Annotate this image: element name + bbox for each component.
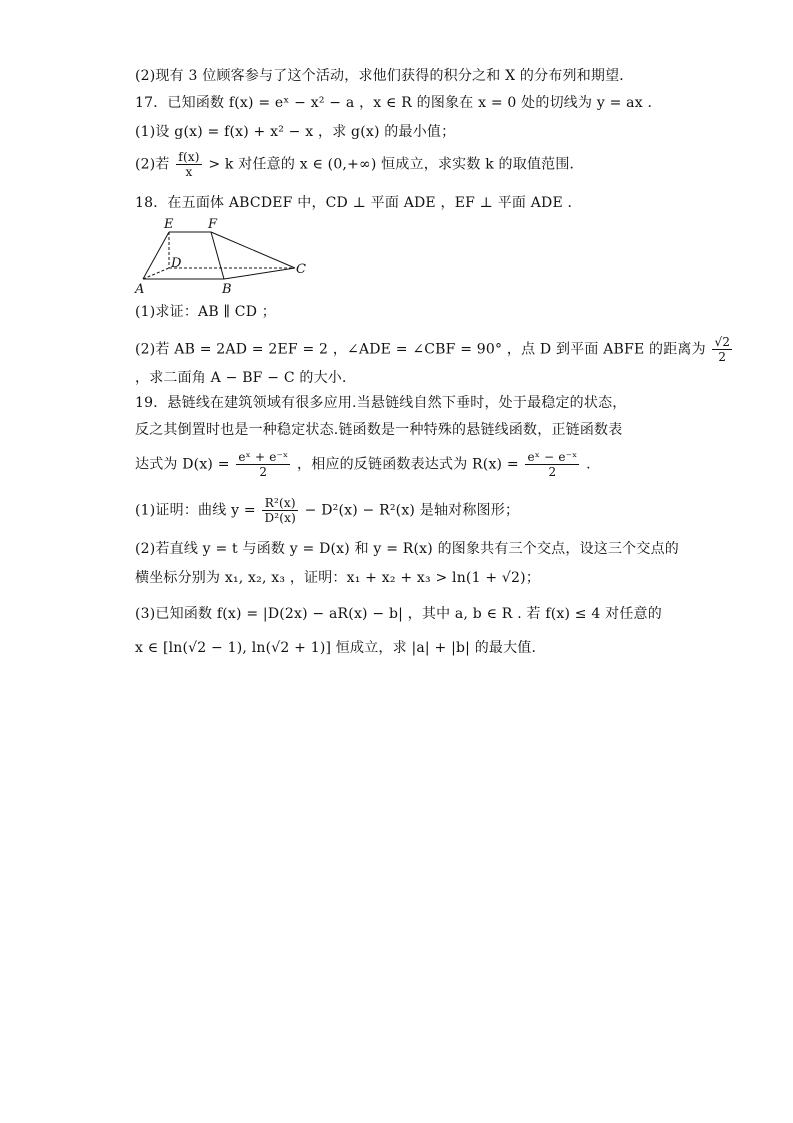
q19-line3-c: . [586, 456, 591, 473]
q19-part3-line2: x ∈ [ln(√2 − 1), ln(√2 + 1)] 恒成立，求 |a| + |b| 的最大值． [135, 640, 546, 656]
fraction-numerator: f(x) [178, 150, 200, 164]
q19-line3-a: 达式为 D(x) = [135, 456, 230, 473]
fraction-numerator: R²(x) [262, 496, 298, 511]
fraction-denominator: D²(x) [264, 511, 296, 525]
q19-line1: 19．悬链线在建筑领域有很多应用.当悬链线自然下垂时，处于最稳定的状态， [135, 395, 627, 411]
label-D: D [171, 256, 182, 271]
q18-stem: 18．在五面体 ABCDEF 中，CD ⊥ 平面 ADE ，EF ⊥ 平面 ADE ． [135, 195, 582, 211]
edge-AD-hidden [143, 268, 169, 279]
catenary-r-fraction [525, 450, 579, 479]
q18-part1: (1)求证：AB ∥ CD ； [135, 304, 276, 320]
q18-part2-prefix: (2)若 AB = 2AD = 2EF = 2 ，∠ADE = ∠CBF = 90° ，点 D 到平面 ABFE 的距离为 [135, 341, 706, 358]
catenary-d-fraction [236, 450, 290, 479]
label-A: A [135, 282, 145, 297]
edge-FB [211, 232, 224, 279]
fraction-denominator: x [185, 165, 193, 179]
fraction-denominator: 2 [259, 465, 268, 479]
q16-part2: (2)现有 3 位顾客参与了这个活动，求他们获得的积分之和 X 的分布列和期望． [135, 68, 634, 84]
q19-part3-line1: (3)已知函数 f(x) = |D(2x) − aR(x) − b| ，其中 a, b ∈ R . 若 f(x) ≤ 4 对任意的 [135, 606, 662, 622]
q18-part2-cont: ，求二面角 A − BF − C 的大小． [135, 370, 357, 386]
edge-FC [211, 232, 295, 268]
edge-AE [143, 232, 169, 279]
q19-part1 [135, 496, 519, 525]
q17-part2-suffix: > k 对任意的 x ∈ (0,+∞) 恒成立，求实数 k 的取值范围． [208, 156, 584, 173]
q17-part1: (1)设 g(x) = f(x) + x² − x ，求 g(x) 的最小值； [135, 124, 456, 140]
fraction-numerator: √2 [714, 335, 731, 349]
edge-BC [224, 268, 295, 279]
pentahedron-figure [133, 215, 323, 297]
label-E: E [164, 217, 174, 232]
q17-part2-fraction [176, 150, 201, 179]
fraction-denominator: 2 [548, 465, 557, 479]
fraction-numerator: eˣ − e⁻ˣ [527, 450, 578, 464]
q17-part2 [135, 150, 584, 179]
q19-line3-b: ，相应的反链函数表达式为 R(x) = [297, 456, 519, 473]
label-B: B [222, 282, 232, 297]
label-F: F [208, 217, 218, 232]
q17-stem: 17．已知函数 f(x) = eˣ − x² − a ，x ∈ R 的图象在 x = 0 处的切线为 y = ax ． [135, 95, 662, 111]
q18-part2 [135, 335, 734, 364]
q17-part2-prefix: (2)若 [135, 156, 170, 173]
q19-part1-fraction [262, 496, 298, 525]
q19-part2-line2: 横坐标分别为 x₁, x₂, x₃ ，证明：x₁ + x₂ + x₃ > ln(1 + √2)； [135, 570, 541, 586]
q19-part2-line1: (2)若直线 y = t 与函数 y = D(x) 和 y = R(x) 的图象共有三个交点，设这三个交点的 [135, 541, 679, 557]
fraction-denominator: 2 [718, 350, 727, 364]
q19-part1-a: (1)证明：曲线 y = [135, 502, 256, 519]
q19-line3 [135, 450, 591, 479]
q18-part2-fraction [712, 335, 732, 364]
q19-line2: 反之其倒置时也是一种稳定状态.链函数是一种特殊的悬链线函数，正链函数表 [135, 422, 623, 438]
label-C: C [296, 262, 306, 277]
fraction-numerator: eˣ + e⁻ˣ [238, 450, 289, 464]
q19-part1-b: − D²(x) − R²(x) 是轴对称图形； [304, 502, 520, 519]
